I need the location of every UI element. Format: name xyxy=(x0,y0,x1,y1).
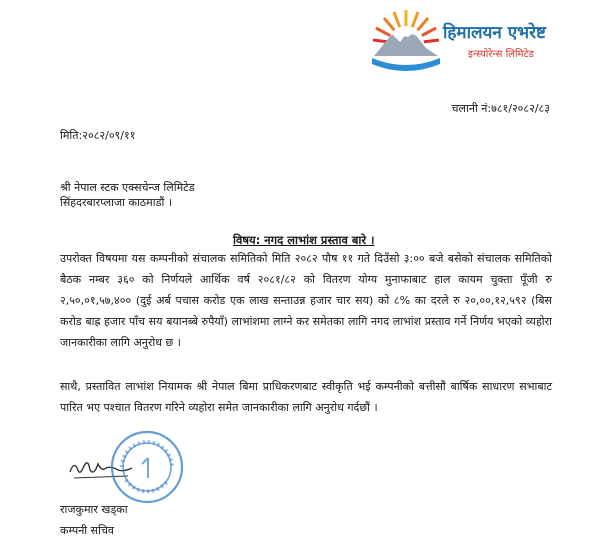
mountain-sunburst-icon xyxy=(368,4,444,76)
letterhead-logo xyxy=(368,4,588,76)
body-paragraph-2: साथै, प्रस्तावित लाभांश नियामक श्री नेपाल बिमा प्राधिकरणबाट स्वीकृति भई कम्पनीको बत्तीसौं बार्षिक साधारण सभाबाट पारित भए पश्चात वितरण गरिने व्यहोरा समेत जानकारीका लागि अनुरोध गर्दछौं । xyxy=(60,380,552,414)
letter-subject: विषय: नगद लाभांश प्रस्ताव बारे । xyxy=(233,233,375,247)
company-stamp xyxy=(108,428,186,506)
reference-number: चलानी नं:७८१/२०८२/८३ xyxy=(451,102,550,115)
brand-subtitle: इन्स्योरेन्स लिमिटेड xyxy=(468,49,534,60)
brand-name: हिमालयन एभरेष्ट xyxy=(443,23,546,43)
recipient-address: सिंहदरबारप्लाजा काठमाडौं । xyxy=(60,196,173,209)
signatory-title: कम्पनी सचिव xyxy=(60,524,115,537)
body-paragraph-1: उपरोक्त विषयमा यस कम्पनीको संचालक समितिको मिति २०८२ पौष ११ गते दिउँसो ३:०० बजे बसेको संचालक समितिको बैठक नम्बर ३६० को निर्णयले आर्थिक वर्ष २०८१/८२ को वितरण योग्य मुनाफाबाट हाल कायम चुक्ता पूँजी रु २,५०,०१,५७,४०० (दुई अर्ब पचास करोड एक लाख सन्ताउन्न हजार चार सय) को ८% का दरले रु २०,००,१२,५९२ (बिस करोड बाह्र हजार पाँच सय बयानब्बे रुपैयाँ) लाभांशमा लाग्ने कर समेतका लागि नगद लाभांश प्रस्ताव गर्ने निर्णय भएको व्यहोरा जानकारीका लागि अनुरोध छ । xyxy=(60,252,552,349)
recipient-name: श्री नेपाल स्टक एक्सचेन्ज लिमिटेड xyxy=(60,181,195,194)
letter-date: मिति:२०८२/०९/११ xyxy=(60,129,136,142)
signatory-name: राजकुमार खड्का xyxy=(60,503,128,516)
